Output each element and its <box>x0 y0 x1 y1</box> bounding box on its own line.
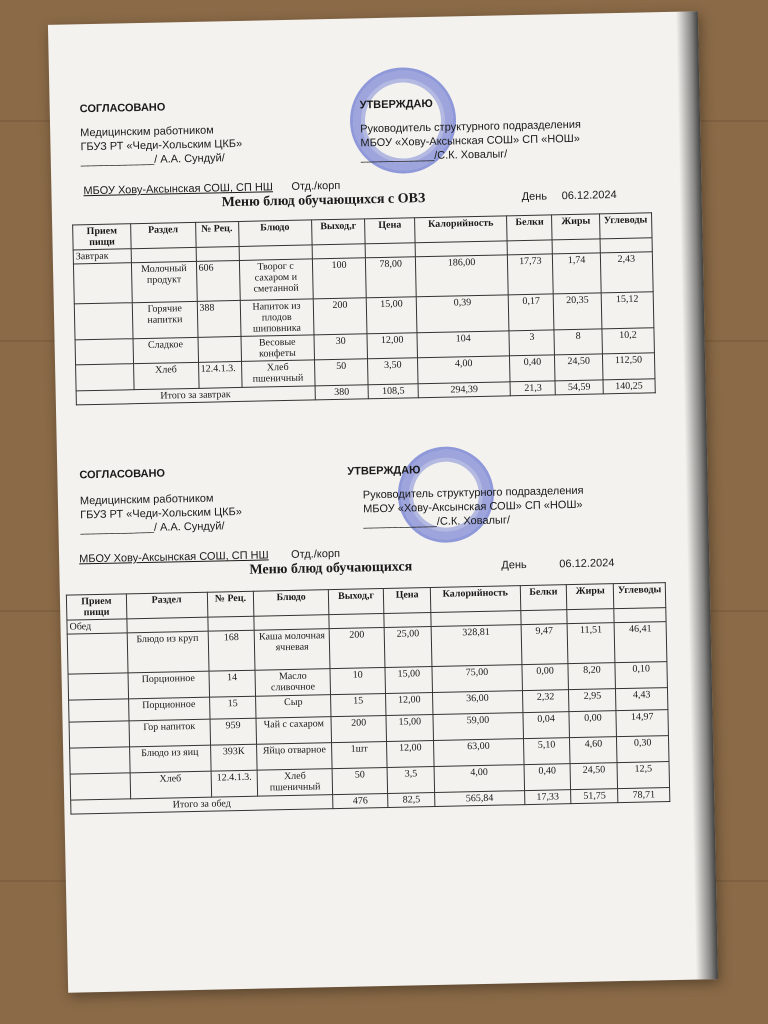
table-cell <box>198 336 242 362</box>
table-cell: 59,00 <box>433 713 523 741</box>
table-cell: Напиток из плодов шиповника <box>240 299 314 337</box>
approver-left-signature: ____________/ А.А. Сундуй/ <box>80 520 225 536</box>
table-cell: Масло сливочное <box>255 669 330 697</box>
table-cell: 0,30 <box>617 736 669 763</box>
col-header: Жиры <box>552 214 600 240</box>
table-cell: 78,00 <box>366 257 416 298</box>
table-cell: Порционное <box>128 697 209 721</box>
menu-table-breakfast <box>72 212 656 405</box>
table-cell: 50 <box>314 359 368 386</box>
menu-table-lunch <box>66 582 670 815</box>
table-cell: 12,00 <box>367 333 417 359</box>
table-cell: 328,81 <box>431 625 521 667</box>
table-cell: 24,50 <box>555 354 603 381</box>
table-cell: 12,5 <box>617 762 669 789</box>
table-cell: 393К <box>210 744 257 771</box>
table-cell: 0,10 <box>615 662 667 689</box>
table-cell: 17,73 <box>508 254 554 295</box>
col-header: Белки <box>507 215 553 241</box>
table-cell: 0,04 <box>523 712 570 739</box>
table-cell: 8,20 <box>568 663 615 690</box>
table-cell: 3,5 <box>387 766 434 793</box>
approver-right-signature: ____________/С.К. Ховалыг/ <box>360 148 508 164</box>
col-header: Прием пищи <box>73 224 132 250</box>
table-cell: 63,00 <box>434 739 524 767</box>
approver-left-line1: Медицинским работником <box>79 492 214 508</box>
table-cell: 20,35 <box>554 293 602 330</box>
table-cell: 3,50 <box>368 358 418 385</box>
col-header: Прием пищи <box>66 594 126 620</box>
table-cell: Блюдо из яиц <box>129 745 210 773</box>
approver-left-line2: ГБУЗ РТ «Чеди-Хольским ЦКБ» <box>80 137 243 154</box>
table-cell: 0,00 <box>569 711 616 738</box>
table-cell <box>75 339 134 365</box>
table-cell: 82,5 <box>388 792 435 807</box>
table-cell: 0,17 <box>509 294 555 331</box>
table-cell: 1шт <box>331 741 387 768</box>
table-cell: 959 <box>210 718 257 745</box>
table-cell: 200 <box>329 627 385 668</box>
approver-right-line2: МБОУ «Хову-Аксынская СОШ» СП «НОШ» <box>363 498 583 516</box>
table-cell: Блюдо из круп <box>127 631 209 673</box>
table-cell: 168 <box>208 630 256 671</box>
table-cell: Хлеб пшеничный <box>241 360 315 388</box>
toner-edge <box>676 11 718 979</box>
table-cell <box>73 263 132 304</box>
table-cell: 186,00 <box>415 255 508 297</box>
school-name: МБОУ Хову-Аксынская СОШ, СП НШ <box>79 549 269 566</box>
col-header: Выход,г <box>311 219 365 245</box>
col-header: Углеводы <box>614 583 666 609</box>
table-cell: 12.4.1.3. <box>198 361 242 388</box>
table-cell: Сладкое <box>133 337 198 363</box>
table-cell: 14,97 <box>616 710 668 737</box>
table-cell: 14 <box>209 670 256 697</box>
table-cell: 2,32 <box>522 690 569 713</box>
table-cell: 17,33 <box>524 790 571 805</box>
table-cell: Порционное <box>128 671 209 699</box>
col-header: Блюдо <box>238 220 312 247</box>
total-label: Итого за обед <box>71 795 333 814</box>
table-cell: 0,40 <box>510 355 556 382</box>
table-cell: 0,39 <box>416 295 509 333</box>
table-cell <box>67 633 127 674</box>
table-cell: 1,74 <box>553 253 601 294</box>
approver-left-line2: ГБУЗ РТ «Чеди-Хольским ЦКБ» <box>80 505 243 522</box>
col-header: Калорийность <box>430 586 520 613</box>
table-cell: Чай с сахаром <box>256 717 331 745</box>
approved-right-heading: УТВЕРЖДАЮ <box>347 464 421 478</box>
table-cell: 380 <box>315 385 369 400</box>
meal-name: Обед <box>67 619 127 634</box>
menu-date: 06.12.2024 <box>559 557 615 571</box>
approver-left-signature: ____________/ А.А. Сундуй/ <box>80 152 225 168</box>
table-cell: 54,59 <box>555 380 603 395</box>
approved-left-heading: СОГЛАСОВАНО <box>79 101 166 116</box>
table-cell: 15,00 <box>367 297 417 334</box>
table-cell: 4,43 <box>616 688 668 711</box>
table-cell: 0,00 <box>521 664 568 691</box>
table-cell: 24,50 <box>570 763 617 790</box>
table-cell: Творог с сахаром и сметанной <box>239 259 313 301</box>
table-cell: 388 <box>197 300 241 337</box>
table-cell: 15,00 <box>385 667 432 694</box>
table-cell: 4,60 <box>570 737 617 764</box>
col-header: Цена <box>365 218 415 244</box>
table-cell: 15 <box>330 693 386 716</box>
table-cell <box>69 699 129 722</box>
total-label: Итого за завтрак <box>76 386 315 405</box>
table-cell: 294,39 <box>418 382 511 398</box>
col-header: Калорийность <box>414 216 507 243</box>
department-label: Отд./корп <box>291 179 341 193</box>
table-cell: 30 <box>314 334 368 360</box>
table-cell: 15,12 <box>601 292 654 329</box>
col-header: Блюдо <box>254 590 329 617</box>
table-cell: 3 <box>509 330 555 356</box>
school-name: МБОУ Хову-Аксынская СОШ, СП НШ <box>83 181 274 198</box>
department-label: Отд./корп <box>290 547 341 561</box>
approver-left-line1: Медицинским работником <box>80 124 214 140</box>
menu-title: Меню блюд обучающихся <box>249 559 413 578</box>
table-cell: 9,47 <box>521 624 569 665</box>
table-cell: Яйцо отварное <box>257 743 332 771</box>
table-cell: 51,75 <box>571 789 618 804</box>
table-cell: 100 <box>312 258 367 299</box>
table-cell: 36,00 <box>433 691 523 715</box>
table-cell <box>68 673 128 700</box>
table-cell: Хлеб <box>130 771 211 799</box>
table-cell: 75,00 <box>432 665 522 693</box>
approver-right-signature: ____________/С.К. Ховалыг/ <box>363 514 511 530</box>
col-header: Раздел <box>126 592 207 619</box>
table-cell: 5,10 <box>523 738 570 765</box>
table-cell: 46,41 <box>614 622 667 663</box>
table-cell <box>69 721 129 748</box>
table-cell <box>70 773 130 800</box>
table-cell: 12,00 <box>387 740 434 767</box>
table-cell: 4,00 <box>434 765 524 793</box>
col-header: № Рец. <box>195 221 239 247</box>
table-cell: 108,5 <box>368 384 418 399</box>
table-cell: 565,84 <box>435 791 525 807</box>
day-label: День <box>521 190 548 204</box>
table-cell <box>70 747 130 774</box>
approved-right-heading: УТВЕРЖДАЮ <box>359 97 433 112</box>
document-sheet <box>48 11 718 992</box>
table-cell: 2,95 <box>569 689 616 712</box>
table-cell: 12,00 <box>386 693 433 716</box>
col-header: Выход,г <box>328 589 384 615</box>
table-cell <box>76 364 135 391</box>
table-cell: 200 <box>313 298 367 335</box>
table-cell: 476 <box>333 793 389 808</box>
col-header: Белки <box>520 585 567 611</box>
table-cell: 606 <box>196 260 240 301</box>
table-cell: Хлеб пшеничный <box>257 769 332 797</box>
table-cell: 25,00 <box>384 627 432 668</box>
table-cell: 2,43 <box>600 252 653 293</box>
approver-right-line1: Руководитель структурного подразделения <box>360 118 582 136</box>
approved-left-heading: СОГЛАСОВАНО <box>79 467 166 482</box>
table-cell: 78,71 <box>618 788 670 803</box>
table-cell: 21,3 <box>510 381 555 396</box>
menu-title: Меню блюд обучающихся с ОВЗ <box>221 191 426 211</box>
col-header: Цена <box>384 588 431 614</box>
menu-ovz-section <box>48 11 698 402</box>
approver-right-line1: Руководитель структурного подразделения <box>362 484 584 502</box>
table-cell: 200 <box>331 715 387 742</box>
table-cell: 0,40 <box>524 764 571 791</box>
col-header: Жиры <box>567 584 614 610</box>
col-header: Раздел <box>131 222 196 248</box>
meal-name: Завтрак <box>73 249 131 264</box>
table-cell: 104 <box>417 331 510 358</box>
table-cell: 50 <box>332 767 388 794</box>
approver-right-line2: МБОУ «Хову-Аксынская СОШ» СП «НОШ» <box>360 132 581 150</box>
day-label: День <box>501 559 527 572</box>
menu-date: 06.12.2024 <box>561 189 617 203</box>
table-cell: 10,2 <box>602 328 655 354</box>
table-cell: Каша молочная ячневая <box>255 629 330 671</box>
table-cell: 112,50 <box>602 353 655 380</box>
table-cell: 15,00 <box>386 714 433 741</box>
table-cell: 4,00 <box>417 356 510 384</box>
col-header: № Рец. <box>207 591 254 617</box>
table-cell: 12.4.1.3. <box>211 770 258 797</box>
table-cell: 15 <box>209 696 256 719</box>
table-cell: 10 <box>330 667 386 694</box>
table-cell: 8 <box>554 329 602 355</box>
table-cell: Молочный продукт <box>131 261 196 302</box>
table-cell: Весовые конфеты <box>241 335 315 362</box>
table-cell: 140,25 <box>603 379 656 394</box>
table-cell: Хлеб <box>134 362 199 389</box>
table-cell: Горячие напитки <box>132 301 197 338</box>
table-cell: Сыр <box>256 695 331 719</box>
table-cell <box>74 303 133 340</box>
col-header: Углеводы <box>599 213 652 239</box>
table-cell: Гор напиток <box>129 719 210 747</box>
table-cell: 11,51 <box>567 623 615 664</box>
